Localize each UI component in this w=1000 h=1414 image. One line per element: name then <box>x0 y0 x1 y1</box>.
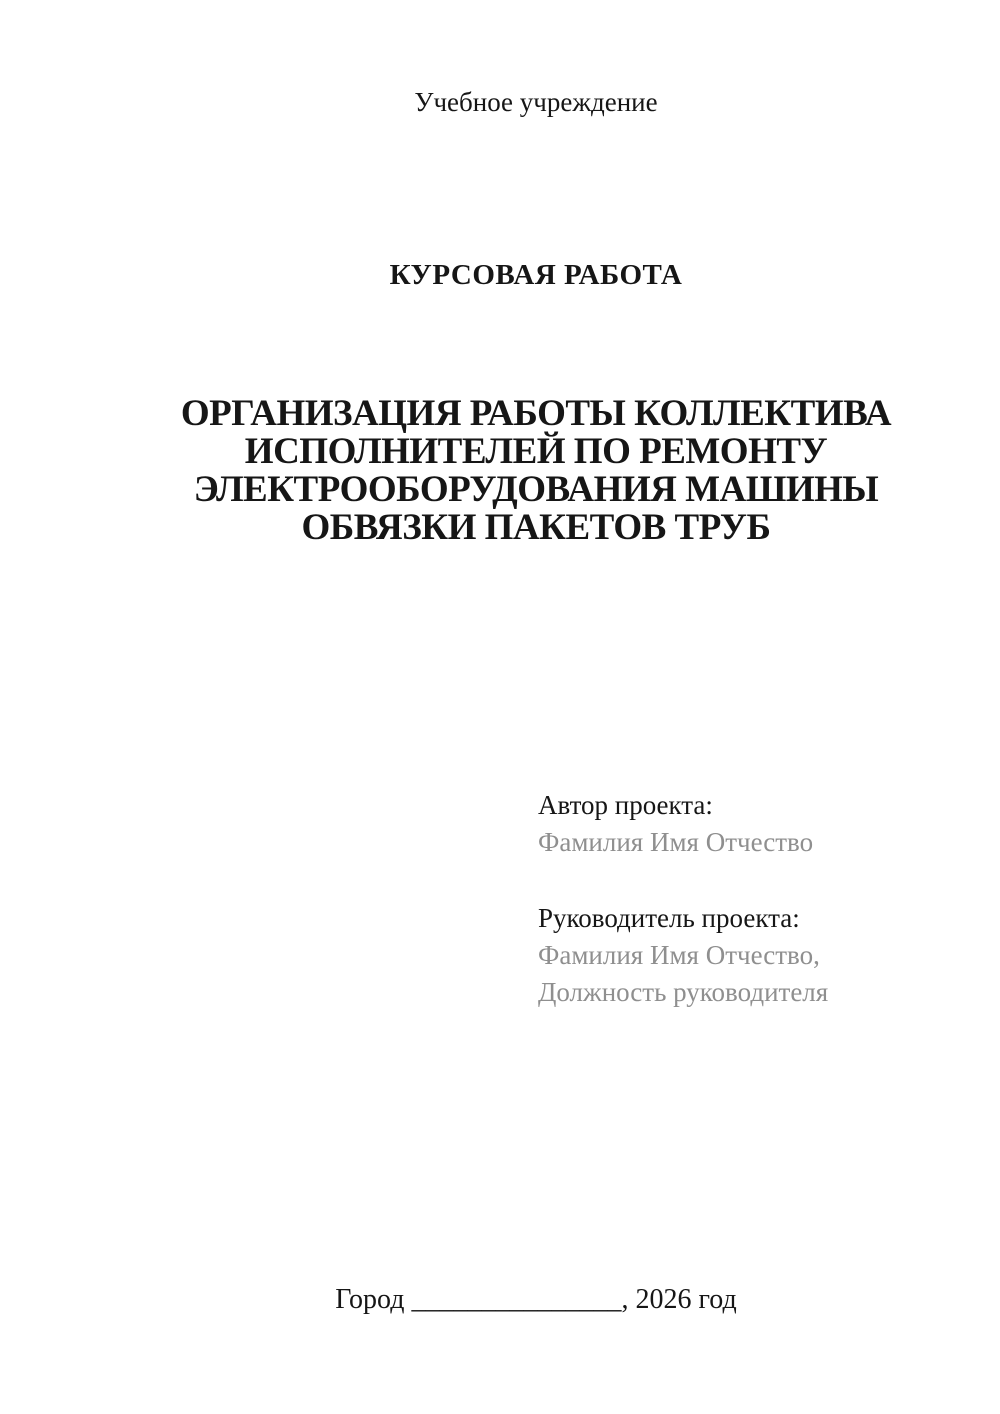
main-title-line-2: ИСПОЛНИТЕЛЕЙ ПО РЕМОНТУ <box>244 431 828 472</box>
main-title <box>143 395 929 547</box>
author-name-placeholder: Фамилия Имя Отчество <box>538 827 814 857</box>
supervisor-name-placeholder: Фамилия Имя Отчество, <box>538 940 820 970</box>
credits-block <box>538 787 828 1011</box>
main-title-line-1: ОРГАНИЗАЦИЯ РАБОТЫ КОЛЛЕКТИВА <box>180 393 892 434</box>
supervisor-label: Руководитель проекта: <box>538 903 800 933</box>
institution-name: Учебное учреждение <box>414 87 658 117</box>
city-year-line: Город _______________, 2026 год <box>335 1284 737 1315</box>
work-type-heading: КУРСОВАЯ РАБОТА <box>389 259 683 291</box>
supervisor-position-placeholder: Должность руководителя <box>538 977 829 1007</box>
author-label: Автор проекта: <box>538 790 713 820</box>
main-title-line-3: ЭЛЕКТРООБОРУДОВАНИЯ МАШИНЫ <box>193 469 879 510</box>
main-title-line-4: ОБВЯЗКИ ПАКЕТОВ ТРУБ <box>301 507 771 548</box>
